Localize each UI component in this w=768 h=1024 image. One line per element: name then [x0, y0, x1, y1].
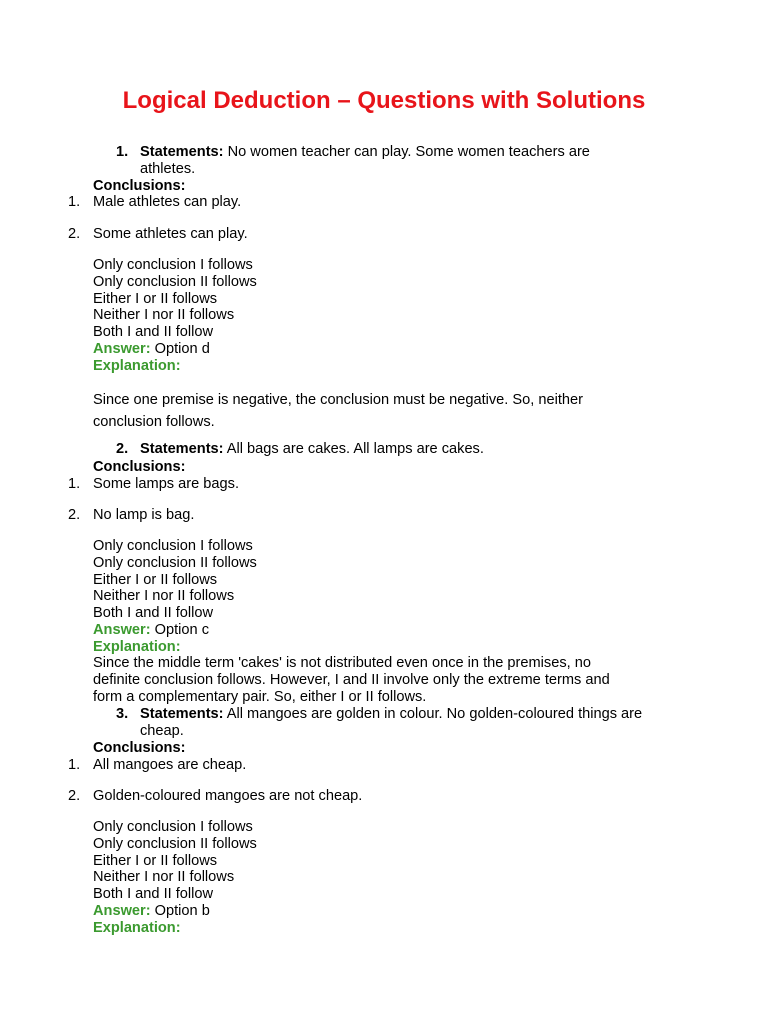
option-item: Both I and II follow — [93, 886, 214, 902]
option-item: Only conclusion I follows — [93, 538, 253, 554]
page-title: Logical Deduction – Questions with Solutions — [122, 87, 646, 114]
conclusion-item — [68, 476, 239, 493]
option-item: Neither I nor II follows — [93, 307, 235, 323]
conclusion-text: Some athletes can play. — [93, 226, 248, 242]
conclusion-text: All mangoes are cheap. — [93, 757, 247, 773]
conclusion-number: 1. — [68, 757, 81, 773]
statements-label: Statements: — [140, 706, 224, 722]
question-number: 2. — [116, 441, 129, 457]
statement-line — [116, 441, 484, 458]
option-item: Both I and II follow — [93, 605, 214, 621]
explanation-text: conclusion follows. — [93, 414, 215, 430]
answer-line — [93, 622, 209, 639]
conclusion-text: No lamp is bag. — [93, 507, 195, 523]
question-number: 3. — [116, 706, 129, 722]
question-number: 1. — [116, 144, 129, 160]
option-item: Neither I nor II follows — [93, 588, 235, 604]
statement-text: All bags are cakes. All lamps are cakes. — [226, 441, 484, 457]
option-item: Either I or II follows — [93, 853, 218, 869]
option-item: Both I and II follow — [93, 324, 214, 340]
explanation-text: definite conclusion follows. However, I and II involve only the extreme terms and — [93, 672, 610, 688]
answer-value: Option b — [154, 903, 210, 919]
conclusion-number: 2. — [68, 507, 81, 523]
conclusions-label: Conclusions: — [93, 178, 186, 194]
explanation-label: Explanation: — [93, 639, 181, 655]
answer-label: Answer: — [93, 622, 151, 638]
option-item: Only conclusion I follows — [93, 257, 253, 273]
conclusion-number: 2. — [68, 788, 81, 804]
option-item: Only conclusion I follows — [93, 819, 253, 835]
option-item: Only conclusion II follows — [93, 836, 257, 852]
statements-label: Statements: — [140, 441, 224, 457]
conclusion-item — [68, 788, 362, 805]
statement-continuation: athletes. — [140, 161, 196, 177]
statement-text: No women teacher can play. Some women teachers are — [227, 144, 590, 160]
statement-text: All mangoes are golden in colour. No golden-coloured things are — [226, 706, 643, 722]
answer-line — [93, 341, 210, 358]
conclusion-text: Some lamps are bags. — [93, 476, 240, 492]
explanation-text: form a complementary pair. So, either I or II follows. — [93, 689, 427, 705]
statements-label: Statements: — [140, 144, 224, 160]
conclusions-label: Conclusions: — [93, 740, 186, 756]
statement-line — [116, 144, 590, 161]
answer-line — [93, 903, 210, 920]
conclusion-number: 1. — [68, 194, 81, 210]
conclusion-text: Male athletes can play. — [93, 194, 242, 210]
conclusion-item — [68, 507, 194, 524]
option-item: Either I or II follows — [93, 291, 218, 307]
conclusion-item — [68, 757, 246, 774]
explanation-text: Since one premise is negative, the conclusion must be negative. So, neither — [93, 392, 583, 408]
conclusions-label: Conclusions: — [93, 459, 186, 475]
conclusion-number: 2. — [68, 226, 81, 242]
statement-continuation: cheap. — [140, 723, 184, 739]
conclusion-number: 1. — [68, 476, 81, 492]
option-item: Only conclusion II follows — [93, 274, 257, 290]
conclusion-text: Golden-coloured mangoes are not cheap. — [93, 788, 363, 804]
answer-label: Answer: — [93, 903, 151, 919]
option-item: Either I or II follows — [93, 572, 218, 588]
answer-value: Option d — [154, 341, 210, 357]
answer-value: Option c — [154, 622, 209, 638]
option-item: Only conclusion II follows — [93, 555, 257, 571]
conclusion-item — [68, 194, 241, 211]
statement-line — [116, 706, 642, 723]
option-item: Neither I nor II follows — [93, 869, 235, 885]
explanation-text: Since the middle term 'cakes' is not distributed even once in the premises, no — [93, 655, 591, 671]
answer-label: Answer: — [93, 341, 151, 357]
explanation-label: Explanation: — [93, 920, 181, 936]
explanation-label: Explanation: — [93, 358, 181, 374]
conclusion-item — [68, 226, 248, 243]
